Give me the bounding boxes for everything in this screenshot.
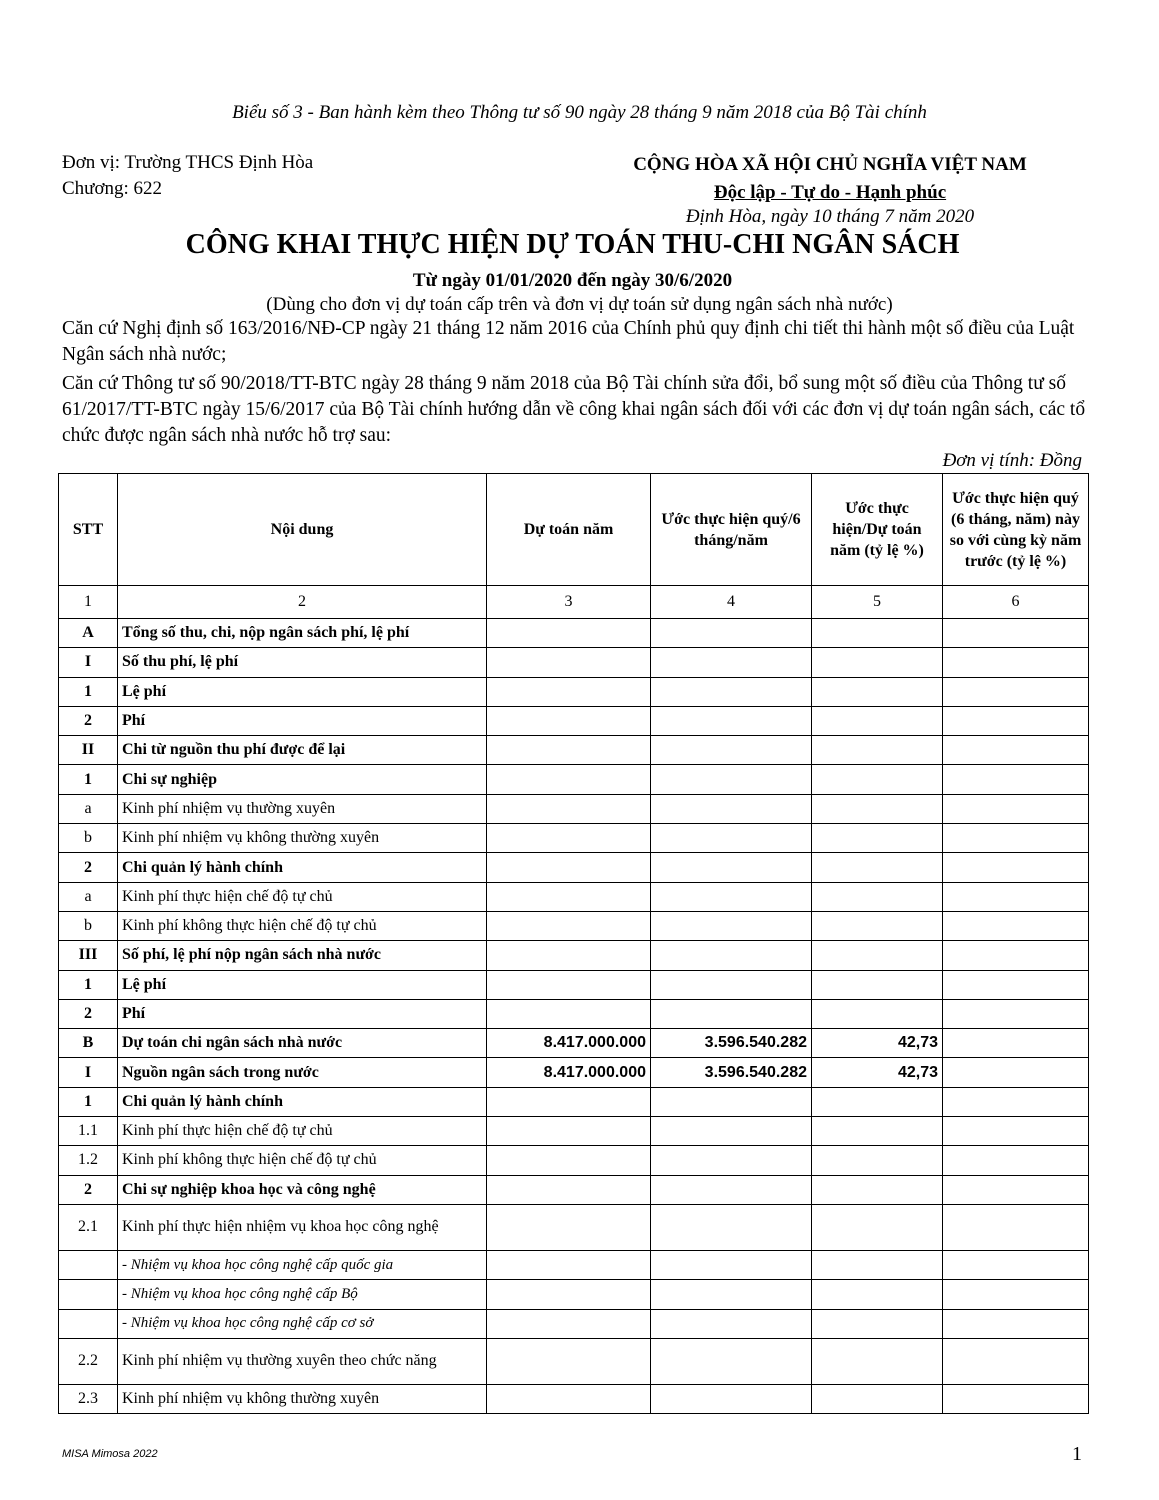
row-yoy-ratio — [943, 1250, 1089, 1279]
table-row — [59, 853, 1089, 882]
row-stt: 1.2 — [59, 1146, 118, 1175]
legal-basis-decree: Căn cứ Nghị định số 163/2016/NĐ-CP ngày 21 tháng 12 năm 2016 của Chính phủ quy định chi tiết thi hành một số điều của Luật Ngân sách nhà nước; — [62, 318, 1075, 365]
table-row — [59, 677, 1089, 706]
issuing-unit-block — [62, 150, 313, 202]
column-number: 1 — [59, 586, 118, 619]
row-annual-estimate — [487, 765, 651, 794]
header-execution-ratio: Ước thực hiện/Dự toán năm (tỷ lệ %) — [812, 474, 943, 586]
row-stt: 1 — [59, 970, 118, 999]
table-row — [59, 736, 1089, 765]
row-estimated-execution — [651, 824, 812, 853]
table-row — [59, 882, 1089, 911]
row-yoy-ratio — [943, 911, 1089, 940]
row-annual-estimate — [487, 706, 651, 735]
row-estimated-execution — [651, 1117, 812, 1146]
row-content: Chi quản lý hành chính — [118, 1087, 487, 1116]
column-number: 5 — [812, 586, 943, 619]
row-estimated-execution — [651, 794, 812, 823]
row-execution-ratio — [812, 736, 943, 765]
row-estimated-execution — [651, 706, 812, 735]
column-number: 3 — [487, 586, 651, 619]
national-motto — [560, 182, 1100, 204]
row-execution-ratio — [812, 1117, 943, 1146]
row-estimated-execution — [651, 853, 812, 882]
row-stt — [59, 1309, 118, 1338]
row-content: Kinh phí không thực hiện chế độ tự chủ — [118, 911, 487, 940]
row-annual-estimate — [487, 1117, 651, 1146]
row-estimated-execution: 3.596.540.282 — [651, 1058, 812, 1087]
column-number: 4 — [651, 586, 812, 619]
row-content: Tổng số thu, chi, nộp ngân sách phí, lệ phí — [118, 619, 487, 648]
row-execution-ratio — [812, 765, 943, 794]
table-row — [59, 1058, 1089, 1087]
row-yoy-ratio — [943, 970, 1089, 999]
row-yoy-ratio — [943, 999, 1089, 1028]
row-stt: 1.1 — [59, 1117, 118, 1146]
header-content: Nội dung — [118, 474, 487, 586]
row-estimated-execution — [651, 765, 812, 794]
row-yoy-ratio — [943, 1087, 1089, 1116]
row-execution-ratio — [812, 882, 943, 911]
column-number-row — [59, 586, 1089, 619]
row-annual-estimate — [487, 824, 651, 853]
row-content: Kinh phí nhiệm vụ thường xuyên theo chức năng — [118, 1338, 487, 1384]
row-execution-ratio — [812, 1280, 943, 1309]
row-annual-estimate — [487, 1146, 651, 1175]
row-content: Kinh phí nhiệm vụ không thường xuyên — [118, 824, 487, 853]
row-yoy-ratio — [943, 1146, 1089, 1175]
row-estimated-execution — [651, 970, 812, 999]
row-yoy-ratio — [943, 736, 1089, 765]
row-yoy-ratio — [943, 1204, 1089, 1250]
row-execution-ratio — [812, 706, 943, 735]
unit-name: Đơn vị: Trường THCS Định Hòa — [62, 152, 314, 173]
row-annual-estimate — [487, 970, 651, 999]
row-content: Kinh phí thực hiện chế độ tự chủ — [118, 882, 487, 911]
row-estimated-execution — [651, 1250, 812, 1279]
budget-table — [58, 473, 1089, 1414]
row-annual-estimate — [487, 1175, 651, 1204]
row-execution-ratio — [812, 619, 943, 648]
row-content: Phí — [118, 999, 487, 1028]
row-content: Chi sự nghiệp khoa học và công nghệ — [118, 1175, 487, 1204]
place-date: Định Hòa, ngày 10 tháng 7 năm 2020 — [685, 206, 975, 227]
row-execution-ratio — [812, 941, 943, 970]
row-execution-ratio — [812, 1250, 943, 1279]
row-content: Số phí, lệ phí nộp ngân sách nhà nước — [118, 941, 487, 970]
row-content: Kinh phí thực hiện chế độ tự chủ — [118, 1117, 487, 1146]
table-row — [59, 1384, 1089, 1413]
row-content: Lệ phí — [118, 677, 487, 706]
row-annual-estimate — [487, 1250, 651, 1279]
row-yoy-ratio — [943, 824, 1089, 853]
header-estimated-execution: Ước thực hiện quý/6 tháng/năm — [651, 474, 812, 586]
row-annual-estimate — [487, 648, 651, 677]
row-annual-estimate — [487, 941, 651, 970]
table-row — [59, 1250, 1089, 1279]
row-execution-ratio: 42,73 — [812, 1029, 943, 1058]
row-annual-estimate — [487, 1087, 651, 1116]
table-row — [59, 1087, 1089, 1116]
row-estimated-execution — [651, 1309, 812, 1338]
row-estimated-execution — [651, 1087, 812, 1116]
software-footer: MISA Mimosa 2022 — [62, 1448, 158, 1460]
row-stt: a — [59, 794, 118, 823]
row-estimated-execution — [651, 999, 812, 1028]
row-yoy-ratio — [943, 882, 1089, 911]
row-content: Dự toán chi ngân sách nhà nước — [118, 1029, 487, 1058]
row-content: Chi từ nguồn thu phí được để lại — [118, 736, 487, 765]
table-row — [59, 648, 1089, 677]
row-annual-estimate — [487, 1204, 651, 1250]
row-estimated-execution — [651, 1338, 812, 1384]
usage-note: (Dùng cho đơn vị dự toán cấp trên và đơn vị dự toán sử dụng ngân sách nhà nước) — [266, 294, 893, 315]
row-annual-estimate — [487, 619, 651, 648]
table-row — [59, 619, 1089, 648]
row-execution-ratio — [812, 999, 943, 1028]
table-row — [59, 1029, 1089, 1058]
row-yoy-ratio — [943, 1280, 1089, 1309]
row-estimated-execution — [651, 1175, 812, 1204]
row-stt: I — [59, 1058, 118, 1087]
table-row — [59, 1204, 1089, 1250]
row-estimated-execution — [651, 677, 812, 706]
legal-basis-circular: Căn cứ Thông tư số 90/2018/TT-BTC ngày 28 tháng 9 năm 2018 của Bộ Tài chính sửa đổi, bổ sung một số điều của Thông tư số 61/2017/TT-BTC ngày 15/6/2017 của Bộ Tài chính hướng dẫn về công khai ngân sách đối với các đơn vị dự toán ngân sách, các tổ chức được ngân sách nhà nước hỗ trợ sau: — [62, 373, 1086, 446]
table-row — [59, 794, 1089, 823]
row-estimated-execution — [651, 736, 812, 765]
row-stt: 2 — [59, 999, 118, 1028]
row-execution-ratio — [812, 1309, 943, 1338]
row-execution-ratio — [812, 853, 943, 882]
row-yoy-ratio — [943, 1338, 1089, 1384]
column-number: 2 — [118, 586, 487, 619]
row-content: Nguồn ngân sách trong nước — [118, 1058, 487, 1087]
row-stt — [59, 1280, 118, 1309]
row-yoy-ratio — [943, 1117, 1089, 1146]
row-stt: B — [59, 1029, 118, 1058]
row-estimated-execution — [651, 1384, 812, 1413]
row-annual-estimate: 8.417.000.000 — [487, 1029, 651, 1058]
row-stt: 1 — [59, 765, 118, 794]
document-title: CÔNG KHAI THỰC HIỆN DỰ TOÁN THU-CHI NGÂN SÁCH — [185, 229, 960, 260]
row-annual-estimate — [487, 1280, 651, 1309]
table-row — [59, 999, 1089, 1028]
row-execution-ratio — [812, 1338, 943, 1384]
row-execution-ratio — [812, 970, 943, 999]
row-annual-estimate — [487, 736, 651, 765]
header-year-over-year-ratio: Ước thực hiện quý (6 tháng, năm) này so với cùng kỳ năm trước (tỷ lệ %) — [943, 474, 1089, 586]
row-stt — [59, 1250, 118, 1279]
row-content: Lệ phí — [118, 970, 487, 999]
row-yoy-ratio — [943, 1058, 1089, 1087]
row-stt: II — [59, 736, 118, 765]
row-stt: 2.1 — [59, 1204, 118, 1250]
form-reference-note: Biểu số 3 - Ban hành kèm theo Thông tư số 90 ngày 28 tháng 9 năm 2018 của Bộ Tài chính — [232, 102, 927, 123]
row-yoy-ratio — [943, 1384, 1089, 1413]
row-yoy-ratio — [943, 1175, 1089, 1204]
row-yoy-ratio — [943, 648, 1089, 677]
motto-text: Độc lập - Tự do - Hạnh phúc — [713, 182, 947, 203]
row-stt: A — [59, 619, 118, 648]
row-content: Phí — [118, 706, 487, 735]
table-row — [59, 1146, 1089, 1175]
row-execution-ratio — [812, 1175, 943, 1204]
row-annual-estimate: 8.417.000.000 — [487, 1058, 651, 1087]
row-yoy-ratio — [943, 619, 1089, 648]
row-yoy-ratio — [943, 677, 1089, 706]
row-yoy-ratio — [943, 1309, 1089, 1338]
row-content: Chi sự nghiệp — [118, 765, 487, 794]
table-row — [59, 1280, 1089, 1309]
row-yoy-ratio — [943, 941, 1089, 970]
row-estimated-execution: 3.596.540.282 — [651, 1029, 812, 1058]
table-header-row — [59, 474, 1089, 586]
row-stt: 2.3 — [59, 1384, 118, 1413]
table-row — [59, 765, 1089, 794]
row-execution-ratio — [812, 1146, 943, 1175]
row-estimated-execution — [651, 1146, 812, 1175]
row-content: Kinh phí nhiệm vụ thường xuyên — [118, 794, 487, 823]
row-stt: 2.2 — [59, 1338, 118, 1384]
row-content: Kinh phí thực hiện nhiệm vụ khoa học công nghệ — [118, 1204, 487, 1250]
row-execution-ratio — [812, 911, 943, 940]
row-stt: 2 — [59, 1175, 118, 1204]
row-content: Chi quản lý hành chính — [118, 853, 487, 882]
table-row — [59, 970, 1089, 999]
row-execution-ratio — [812, 1087, 943, 1116]
row-content: - Nhiệm vụ khoa học công nghệ cấp cơ sở — [118, 1309, 487, 1338]
row-annual-estimate — [487, 999, 651, 1028]
row-estimated-execution — [651, 1204, 812, 1250]
row-annual-estimate — [487, 677, 651, 706]
table-row — [59, 824, 1089, 853]
row-annual-estimate — [487, 882, 651, 911]
table-row — [59, 1309, 1089, 1338]
row-annual-estimate — [487, 1384, 651, 1413]
chapter-code: Chương: 622 — [62, 178, 163, 199]
header-stt: STT — [59, 474, 118, 586]
row-annual-estimate — [487, 1309, 651, 1338]
row-annual-estimate — [487, 1338, 651, 1384]
row-stt: III — [59, 941, 118, 970]
page-number: 1 — [1072, 1443, 1082, 1465]
row-estimated-execution — [651, 911, 812, 940]
table-row — [59, 1338, 1089, 1384]
row-yoy-ratio — [943, 765, 1089, 794]
row-annual-estimate — [487, 853, 651, 882]
row-execution-ratio: 42,73 — [812, 1058, 943, 1087]
table-row — [59, 911, 1089, 940]
column-number: 6 — [943, 586, 1089, 619]
row-execution-ratio — [812, 677, 943, 706]
row-annual-estimate — [487, 794, 651, 823]
row-stt: a — [59, 882, 118, 911]
row-content: - Nhiệm vụ khoa học công nghệ cấp Bộ — [118, 1280, 487, 1309]
row-stt: I — [59, 648, 118, 677]
row-content: Số thu phí, lệ phí — [118, 648, 487, 677]
row-estimated-execution — [651, 941, 812, 970]
row-yoy-ratio — [943, 853, 1089, 882]
row-stt: b — [59, 824, 118, 853]
row-yoy-ratio — [943, 794, 1089, 823]
row-estimated-execution — [651, 1280, 812, 1309]
row-annual-estimate — [487, 911, 651, 940]
row-content: Kinh phí không thực hiện chế độ tự chủ — [118, 1146, 487, 1175]
table-row — [59, 941, 1089, 970]
currency-unit: Đơn vị tính: Đồng — [942, 450, 1082, 471]
row-yoy-ratio — [943, 1029, 1089, 1058]
row-execution-ratio — [812, 648, 943, 677]
row-stt: b — [59, 911, 118, 940]
table-row — [59, 1117, 1089, 1146]
row-execution-ratio — [812, 1384, 943, 1413]
row-execution-ratio — [812, 824, 943, 853]
table-row — [59, 1175, 1089, 1204]
row-execution-ratio — [812, 794, 943, 823]
row-estimated-execution — [651, 648, 812, 677]
reporting-period: Từ ngày 01/01/2020 đến ngày 30/6/2020 — [412, 270, 733, 291]
row-estimated-execution — [651, 619, 812, 648]
row-content: - Nhiệm vụ khoa học công nghệ cấp quốc gia — [118, 1250, 487, 1279]
table-row — [59, 706, 1089, 735]
row-content: Kinh phí nhiệm vụ không thường xuyên — [118, 1384, 487, 1413]
row-estimated-execution — [651, 882, 812, 911]
row-stt: 1 — [59, 1087, 118, 1116]
row-stt: 2 — [59, 706, 118, 735]
row-stt: 2 — [59, 853, 118, 882]
header-annual-estimate: Dự toán năm — [487, 474, 651, 586]
national-title: CỘNG HÒA XÃ HỘI CHỦ NGHĨA VIỆT NAM — [633, 154, 1027, 175]
row-yoy-ratio — [943, 706, 1089, 735]
row-execution-ratio — [812, 1204, 943, 1250]
row-stt: 1 — [59, 677, 118, 706]
